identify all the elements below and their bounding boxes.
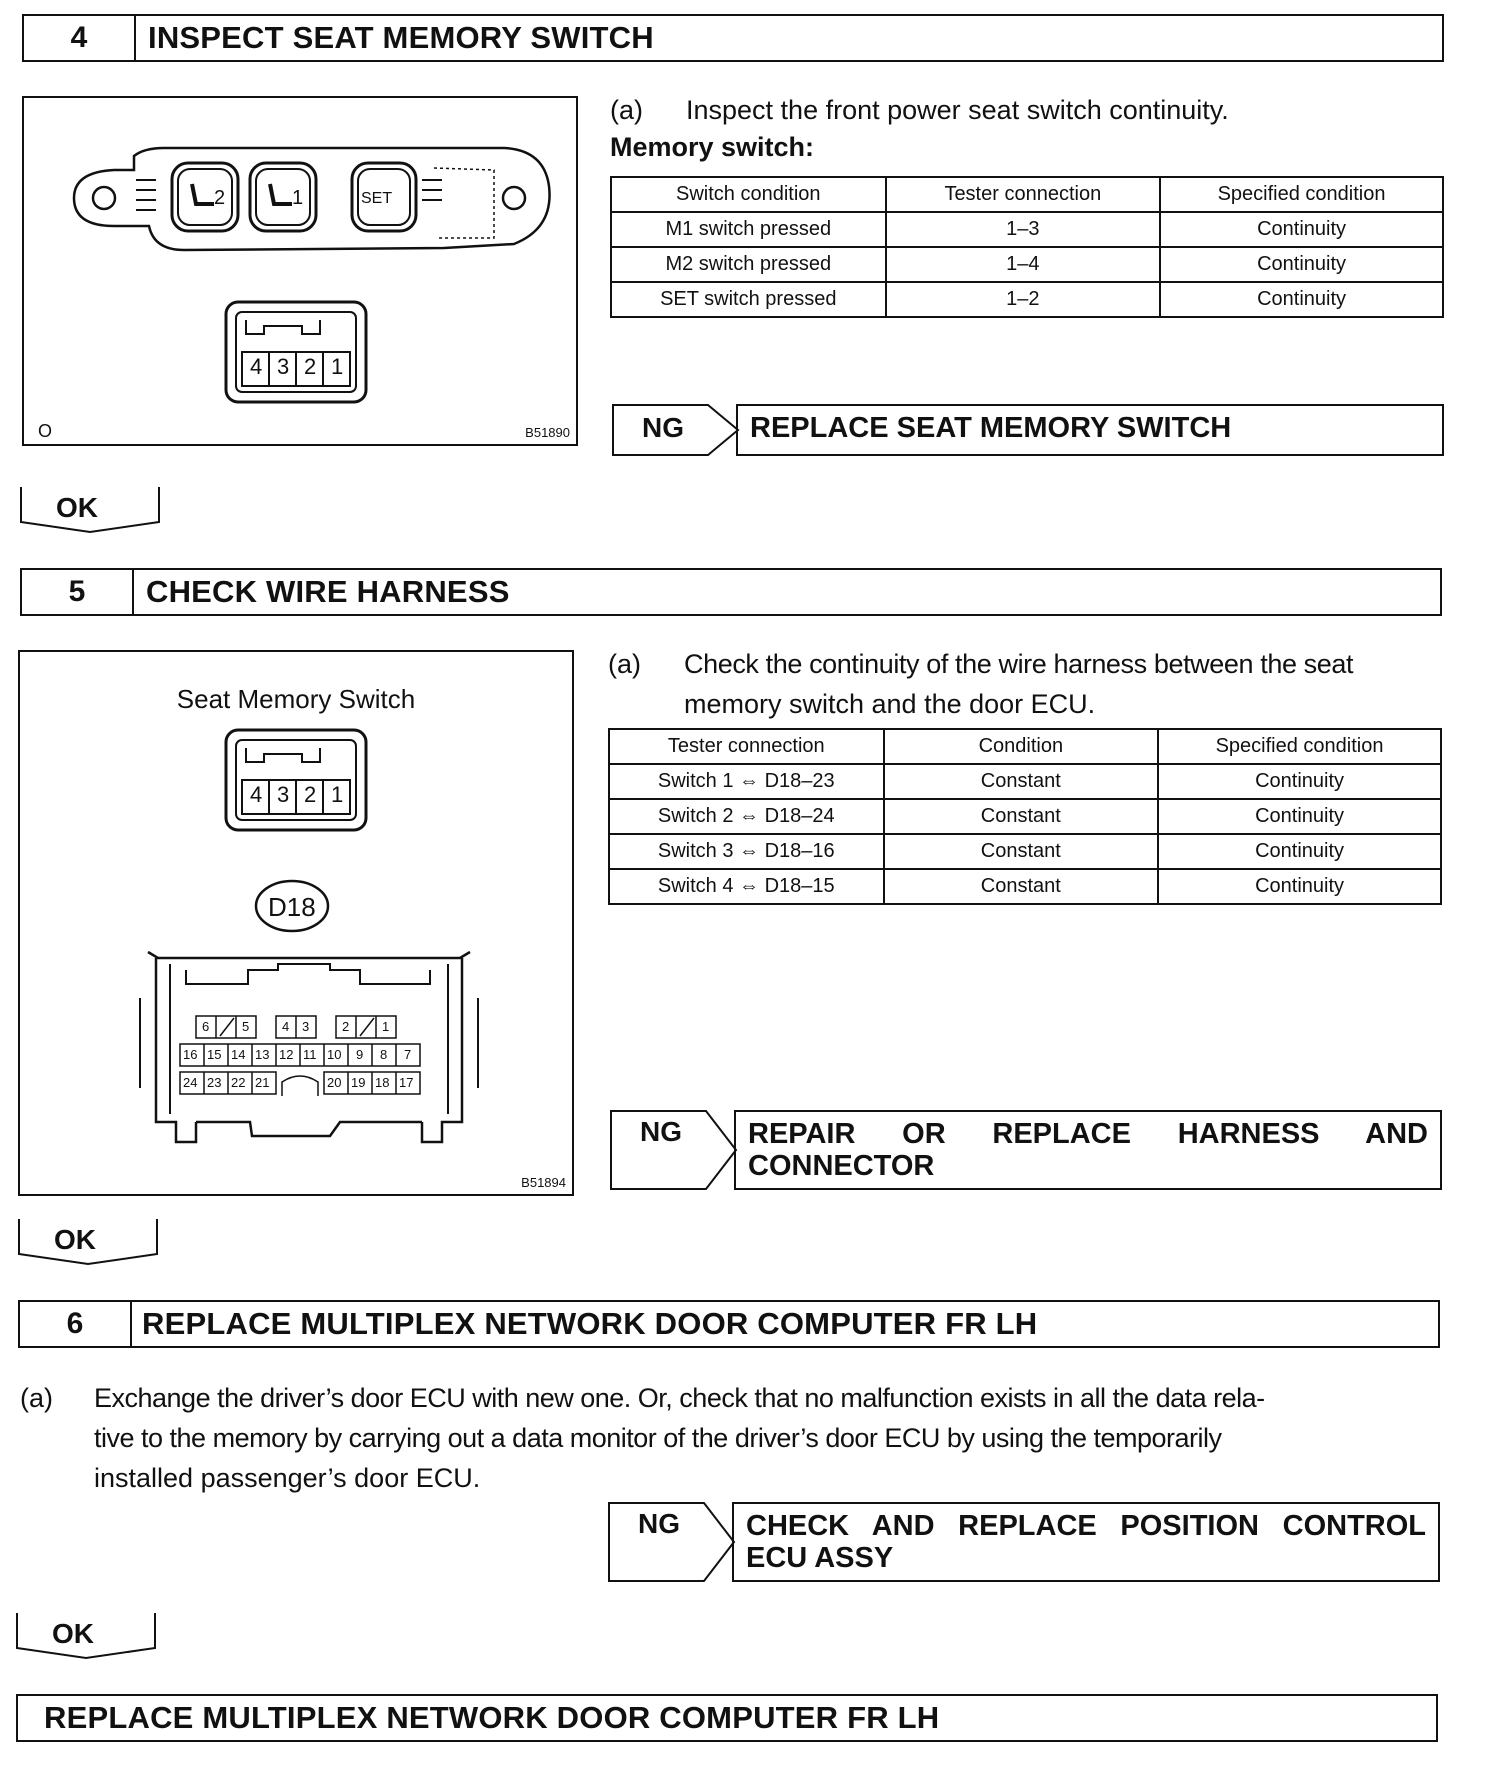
switch-pin-3: 3 [277, 782, 290, 807]
step5-title: CHECK WIRE HARNESS [146, 574, 510, 609]
d18-pin: 16 [183, 1047, 198, 1062]
d18-pin: 2 [342, 1019, 350, 1034]
d18-pin: 9 [356, 1047, 364, 1062]
ok-label: OK [52, 1618, 94, 1649]
figure-code: B51890 [525, 425, 570, 440]
table-cell: M2 switch pressed [611, 247, 886, 282]
table-header: Tester connection [886, 177, 1161, 212]
button-2-label: 2 [214, 187, 226, 209]
step4-spec-table [610, 176, 1444, 318]
step6-header [18, 1300, 1440, 1348]
ng-label: NG [638, 1508, 680, 1539]
final-action-title: REPLACE MULTIPLEX NETWORK DOOR COMPUTER FR LH [44, 1700, 940, 1735]
step5-ng-action [734, 1110, 1442, 1190]
table-cell: Continuity [1160, 212, 1443, 247]
table-cell: Constant [884, 834, 1159, 869]
table-cell: Switch 3 ⇔ D18–16 [609, 834, 884, 869]
pin-2: 2 [304, 354, 317, 379]
d18-pin: 6 [202, 1019, 210, 1034]
d18-pin: 8 [380, 1047, 388, 1062]
step6-instruction-label: (a) [20, 1383, 53, 1413]
d18-pin: 1 [382, 1019, 390, 1034]
step4-header [22, 14, 1444, 62]
pin-4: 4 [250, 354, 263, 379]
step4-subheading: Memory switch: [610, 132, 815, 162]
d18-pin: 11 [303, 1047, 317, 1062]
step6-instruction-line1: Exchange the driver’s door ECU with new one. Or, check that no malfunction exists in all the data rela- [94, 1383, 1265, 1413]
d18-pin: 17 [399, 1075, 414, 1090]
ng-label: NG [642, 412, 684, 443]
table-cell: Continuity [1160, 247, 1443, 282]
d18-pin: 24 [183, 1075, 198, 1090]
table-cell: Continuity [1158, 799, 1441, 834]
d18-pin: 12 [279, 1047, 294, 1062]
step4-ng-action: REPLACE SEAT MEMORY SWITCH [736, 404, 1444, 456]
table-header: Specified condition [1158, 729, 1441, 764]
step5-ng-action-line1: REPAIR OR REPLACE HARNESS AND [748, 1118, 1428, 1150]
step5-instruction [608, 644, 1448, 724]
table-cell: 1–4 [886, 247, 1161, 282]
step6-instruction-line2: tive to the memory by carrying out a data monitor of the driver’s door ECU by using the temporarily [94, 1423, 1222, 1453]
d18-pin: 23 [207, 1075, 222, 1090]
pin-1: 1 [331, 354, 344, 379]
pin-3: 3 [277, 354, 290, 379]
table-header-row [609, 729, 1441, 764]
table-row [609, 799, 1441, 834]
step6-ok-result [16, 1612, 156, 1658]
step5-ok-result [18, 1218, 158, 1264]
step5-instruction-line1: Check the continuity of the wire harness between the seat [684, 649, 1354, 679]
table-row [611, 212, 1443, 247]
d18-pin: 21 [255, 1075, 270, 1090]
switch-pin-4: 4 [250, 782, 263, 807]
table-cell: Continuity [1160, 282, 1443, 317]
ok-label: OK [54, 1224, 96, 1255]
table-cell: Constant [884, 799, 1159, 834]
d18-pin: 4 [282, 1019, 290, 1034]
step6-instruction [20, 1378, 1444, 1498]
table-cell: M1 switch pressed [611, 212, 886, 247]
step5-header [20, 568, 1442, 616]
figure-corner-mark: O [38, 421, 53, 441]
table-cell: SET switch pressed [611, 282, 886, 317]
d18-pin: 18 [375, 1075, 390, 1090]
table-cell: Switch 4 ⇔ D18–15 [609, 869, 884, 904]
step5-instruction-line2: memory switch and the door ECU. [684, 689, 1096, 719]
table-header: Tester connection [609, 729, 884, 764]
d18-pin: 14 [231, 1047, 246, 1062]
table-cell: Continuity [1158, 869, 1441, 904]
table-cell: 1–3 [886, 212, 1161, 247]
table-cell: Switch 2 ⇔ D18–24 [609, 799, 884, 834]
d18-pin: 22 [231, 1075, 246, 1090]
table-cell: Continuity [1158, 834, 1441, 869]
step4-number: 4 [24, 16, 136, 60]
ok-label: OK [56, 492, 98, 523]
step6-ng-action-line2: ECU ASSY [746, 1542, 894, 1574]
seat-memory-switch-illustration [24, 98, 576, 444]
switch-pin-1: 1 [331, 782, 344, 807]
table-row [611, 247, 1443, 282]
step4-ok-result [20, 486, 160, 532]
step4-instruction-text: Inspect the front power seat switch continuity. [686, 95, 1229, 125]
table-row [609, 834, 1441, 869]
table-row [609, 869, 1441, 904]
figure-code: B51894 [521, 1175, 566, 1190]
d18-pin: 19 [351, 1075, 366, 1090]
table-cell: 1–2 [886, 282, 1161, 317]
table-row [609, 764, 1441, 799]
table-header-row [611, 177, 1443, 212]
d18-pin: 10 [327, 1047, 342, 1062]
seat-memory-switch-label: Seat Memory Switch [176, 684, 416, 714]
table-row [611, 282, 1443, 317]
step4-instruction-label: (a) [610, 95, 643, 125]
d18-pin: 15 [207, 1047, 222, 1062]
table-header: Condition [884, 729, 1159, 764]
d18-pin: 3 [302, 1019, 310, 1034]
d18-connector-illustration [20, 652, 572, 1194]
d18-connector-label: D18 [268, 892, 316, 922]
step6-instruction-line3: installed passenger’s door ECU. [94, 1463, 481, 1493]
step4-figure [22, 96, 578, 446]
d18-pin: 13 [255, 1047, 270, 1062]
step6-ng-action-line1: CHECK AND REPLACE POSITION CONTROL [746, 1510, 1426, 1542]
button-set-label: SET [361, 190, 393, 207]
table-cell: Constant [884, 869, 1159, 904]
step5-spec-table [608, 728, 1442, 905]
table-header: Specified condition [1160, 177, 1443, 212]
step6-title: REPLACE MULTIPLEX NETWORK DOOR COMPUTER FR LH [142, 1306, 1038, 1341]
step6-ng-action [732, 1502, 1440, 1582]
d18-pin: 7 [404, 1047, 412, 1062]
table-cell: Switch 1 ⇔ D18–23 [609, 764, 884, 799]
switch-pin-2: 2 [304, 782, 317, 807]
final-action-box [16, 1694, 1438, 1742]
d18-pin: 5 [242, 1019, 250, 1034]
d18-pin: 20 [327, 1075, 342, 1090]
step4-instruction [610, 90, 1450, 130]
step5-ng-action-line2: CONNECTOR [748, 1150, 935, 1182]
step6-number: 6 [20, 1302, 132, 1346]
button-1-label: 1 [292, 187, 304, 209]
table-cell: Constant [884, 764, 1159, 799]
table-cell: Continuity [1158, 764, 1441, 799]
step5-figure [18, 650, 574, 1196]
step4-title: INSPECT SEAT MEMORY SWITCH [148, 20, 654, 55]
ng-label: NG [640, 1116, 682, 1147]
step5-instruction-label: (a) [608, 649, 641, 679]
step5-number: 5 [22, 570, 134, 614]
table-header: Switch condition [611, 177, 886, 212]
